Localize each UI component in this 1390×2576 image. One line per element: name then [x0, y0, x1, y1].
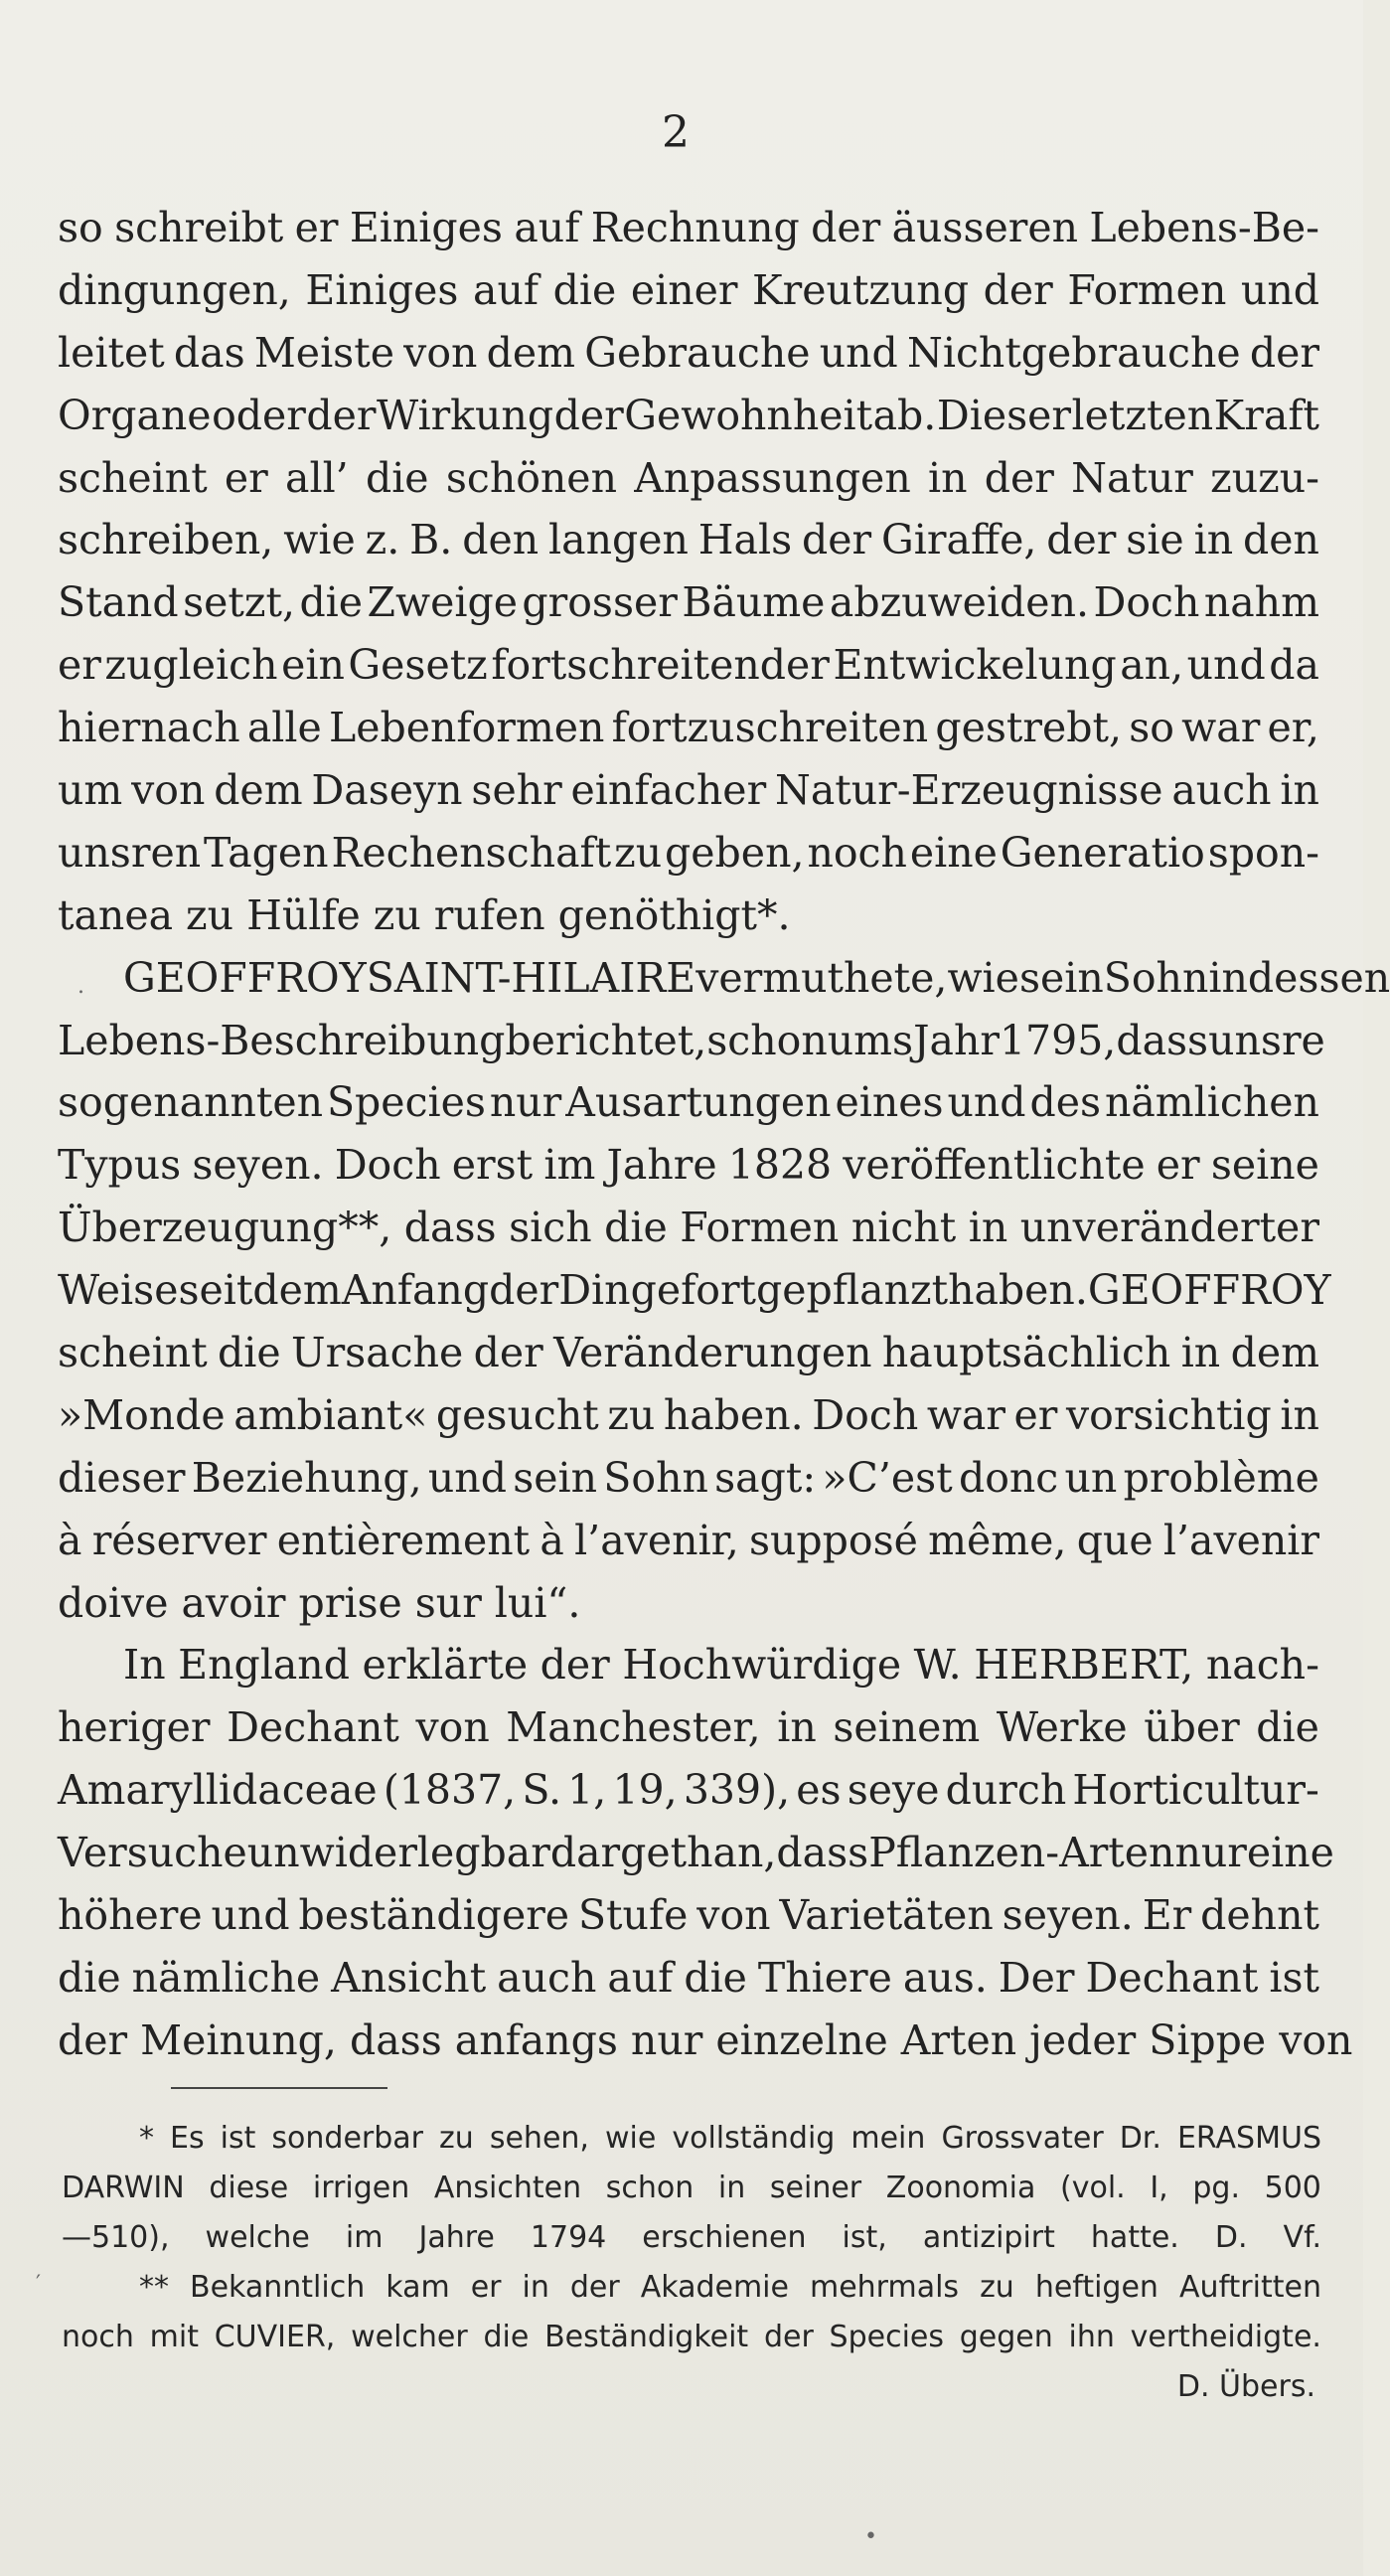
- text-line: hiernach alle Lebenformen fortzuschreiten gestrebt, so war er,: [58, 704, 1319, 752]
- text-line: er zugleich ein Gesetz fortschreitender Entwickelung an, und da: [58, 641, 1319, 690]
- text-line: der Meinung, dass anfangs nur einzelne Arten jeder Sippe von: [58, 2015, 1353, 2064]
- text-line: tanea zu Hülfe zu rufen genöthigt*.: [58, 890, 791, 939]
- text-line: à réserver entièrement à l’avenir, supposé même, que l’avenir: [58, 1516, 1319, 1564]
- footnote-line: ** Bekanntlich kam er in der Akademie mehrmals zu heftigen Auftritten: [139, 2270, 1321, 2305]
- text-line: scheint er all’ die schönen Anpassungen in der Natur zuzu-: [58, 453, 1319, 502]
- text-line: GEOFFROY SAINT-HILAIRE vermuthete, wie sein Sohn in dessen: [123, 953, 1390, 1002]
- footnote-line: noch mit CUVIER, welcher die Beständigkeit der Species gegen ihn vertheidigte.: [62, 2320, 1321, 2354]
- text-line: Organe oder der Wirkung der Gewohnheit ab. Dieser letzten Kraft: [58, 391, 1319, 439]
- footnote-line: —510), welche im Jahre 1794 erschienen ist, antizipirt hatte. D. Vf.: [62, 2220, 1321, 2255]
- text-line: dingungen, Einiges auf die einer Kreutzung der Formen und: [58, 265, 1319, 314]
- text-line: heriger Dechant von Manchester, in seinem Werke über die: [58, 1703, 1319, 1752]
- stray-mark: .: [77, 974, 84, 999]
- text-line: Lebens-Beschreibung berichtet, schon ums Jahr 1795, dass unsre: [58, 1016, 1325, 1064]
- text-line: dieser Beziehung, und sein Sohn sagt: »C’est donc un problème: [58, 1453, 1319, 1502]
- body-text: [58, 197, 1390, 2072]
- stray-mark: ′: [36, 2272, 41, 2297]
- text-line: Typus seyen. Doch erst im Jahre 1828 veröffentlichte er seine: [58, 1141, 1319, 1190]
- text-line: so schreibt er Einiges auf Rechnung der äusseren Lebens-Be-: [58, 204, 1319, 251]
- text-line: Stand setzt, die Zweige grosser Bäume abzuweiden. Doch nahm: [58, 578, 1319, 627]
- text-line: Überzeugung**, dass sich die Formen nicht in unveränderter: [58, 1204, 1319, 1252]
- text-line: höhere und beständigere Stufe von Varietäten seyen. Er dehnt: [58, 1891, 1319, 1940]
- text-line: scheint die Ursache der Veränderungen hauptsächlich in dem: [58, 1329, 1319, 1377]
- text-line: Amaryllidaceae (1837, S. 1, 19, 339), es seye durch Horticultur-: [58, 1766, 1319, 1815]
- stray-mark: •: [864, 2524, 877, 2549]
- text-line: sogenannten Species nur Ausartungen eines und des nämlichen: [58, 1078, 1319, 1127]
- text-line: leitet das Meiste von dem Gebrauche und Nichtgebrauche der: [58, 328, 1319, 377]
- text-line: schreiben, wie z. B. den langen Hals der Giraffe, der sie in den: [58, 516, 1319, 564]
- text-line: In England erklärte der Hochwürdige W. HERBERT, nach-: [123, 1641, 1319, 1690]
- text-line: »Monde ambiant« gesucht zu haben. Doch war er vorsichtig in: [58, 1390, 1319, 1439]
- text-line: um von dem Daseyn sehr einfacher Natur-Erzeugnisse auch in: [58, 766, 1319, 815]
- footnote-line: D. Übers.: [1176, 2369, 1315, 2404]
- footnote-line: DARWIN diese irrigen Ansichten schon in seiner Zoonomia (vol. I, pg. 500: [62, 2171, 1321, 2205]
- footnotes: [62, 2114, 1321, 2412]
- text-line: Weise seit dem Anfang der Dinge fortgepflanzt haben. GEOFFROY: [58, 1266, 1331, 1315]
- text-line: unsren Tagen Rechenschaft zu geben, noch eine Generatio spon-: [58, 828, 1319, 877]
- text-line: die nämliche Ansicht auch auf die Thiere aus. Der Dechant ist: [58, 1953, 1319, 2002]
- text-line: Versuche unwiderlegbar dargethan, dass Pflanzen-Arten nur eine: [58, 1829, 1334, 1877]
- footnote-line: * Es ist sonderbar zu sehen, wie vollständig mein Grossvater Dr. ERASMUS: [139, 2121, 1321, 2156]
- text-line: doive avoir prise sur lui“.: [58, 1578, 581, 1627]
- page-number: 2: [662, 107, 690, 158]
- footnote-rule: [171, 2087, 387, 2089]
